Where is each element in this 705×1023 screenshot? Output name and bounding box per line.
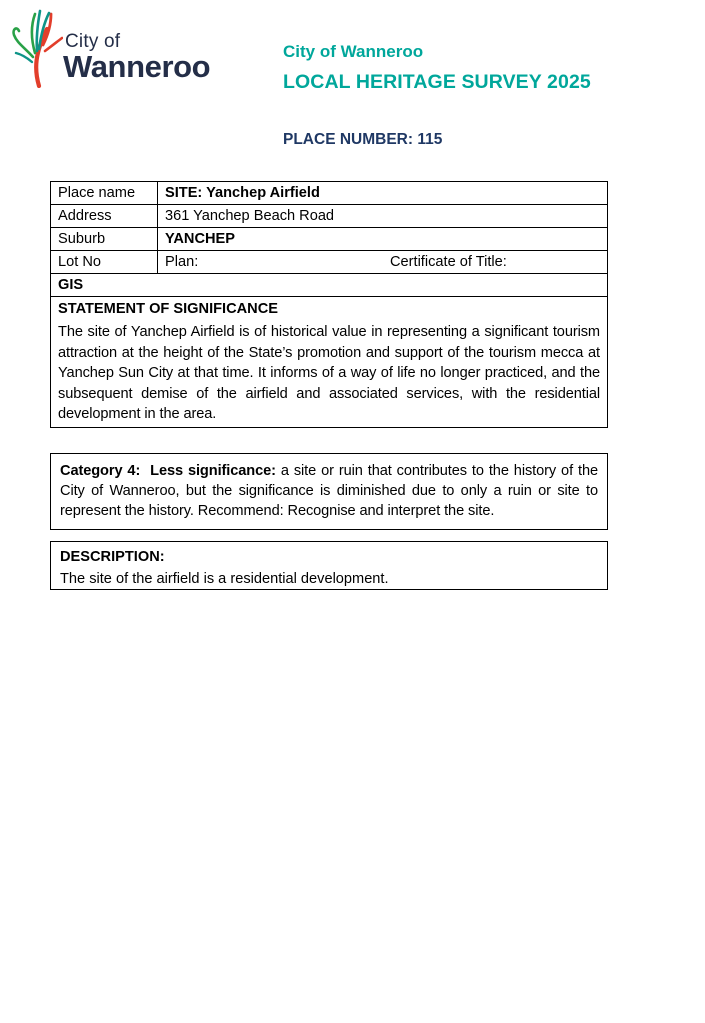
address-value: 361 Yanchep Beach Road: [158, 205, 608, 228]
table-row-place-name: [51, 182, 608, 205]
category-label: Category 4: Less significance:: [60, 463, 276, 479]
logo-wanneroo-text: Wanneroo: [63, 49, 211, 84]
table-row-significance: [51, 297, 608, 428]
description-heading: DESCRIPTION:: [60, 549, 165, 565]
significance-body: The site of Yanchep Airfield is of historical value in representing a significant tourism attraction at the height of the State’s promotion and support of the tourism mecca at Yanchep Sun City at that time. It informs of a way of life no longer practiced, and the subsequent demise of the airfield and associated services, with the residential development in the area.: [58, 324, 600, 422]
description-body: The site of the airfield is a residential development.: [60, 571, 389, 587]
kangaroo-paw-icon: [8, 5, 63, 88]
header-title-line1: City of Wanneroo: [283, 42, 424, 61]
place-name-label: Place name: [51, 182, 158, 205]
category-box: [50, 453, 608, 530]
suburb-label: Suburb: [51, 228, 158, 251]
wanneroo-logo: [8, 5, 238, 90]
table-row-gis: [51, 274, 608, 297]
header-title-line2: LOCAL HERITAGE SURVEY 2025: [283, 71, 591, 93]
category-body: a site or ruin that contributes to the history of the City of Wanneroo, but the significance is diminished due to only a ruin or site to represent the history. Recommend: Recognise and interpret the site.: [60, 463, 598, 519]
certificate-of-title-label: Certificate of Title:: [390, 254, 507, 270]
lot-no-label: Lot No: [51, 251, 158, 274]
suburb-value: YANCHEP: [158, 228, 608, 251]
significance-cell: [51, 297, 608, 428]
table-row-suburb: [51, 228, 608, 251]
table-row-address: [51, 205, 608, 228]
address-label: Address: [51, 205, 158, 228]
table-row-lot-no: [51, 251, 608, 274]
place-details-table: [50, 181, 608, 428]
lot-no-value-cell: [158, 251, 608, 274]
place-number: PLACE NUMBER: 115: [283, 131, 443, 148]
place-name-value: SITE: Yanchep Airfield: [158, 182, 608, 205]
gis-label: GIS: [51, 274, 608, 297]
significance-heading: STATEMENT OF SIGNIFICANCE: [58, 301, 278, 317]
description-box: [50, 541, 608, 590]
logo-city-of-text: City of: [65, 31, 121, 52]
plan-label: Plan:: [165, 254, 199, 270]
